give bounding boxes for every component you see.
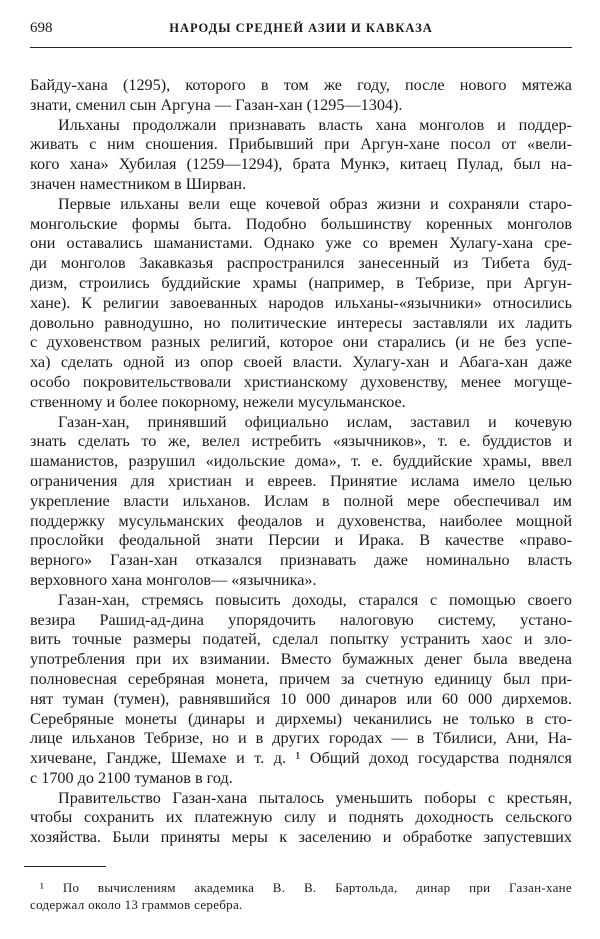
text-line: с 1700 до 2100 туманов в год.: [30, 768, 233, 787]
text-line: поддержку мусульманских феодалов и духовенства, наиболее мощной: [30, 511, 572, 530]
footnote-line: ¹ По вычислениям академика В. В. Бартольда, динар при Газан-хане: [40, 880, 572, 895]
text-line: дизм, строились буддийские храмы (например, в Тебризе, при Аргун-: [30, 273, 572, 292]
text-line: монгольские формы быта. Подобно большинству коренных монголов: [30, 214, 572, 233]
text-line: укрепление власти ильханов. Ислам в полной мере обеспечивал им: [30, 491, 572, 510]
paragraph: [30, 789, 572, 848]
text-line: верного» Газан-хан отказался признавать даже номинально власть: [30, 551, 572, 570]
text-line: Правительство Газан-хана пыталось уменьшить поборы с крестьян,: [58, 788, 572, 807]
text-line: кого хана» Хубилая (1259—1294), брата Мункэ, китаец Пулад, был на-: [30, 155, 572, 174]
text-line: везира Рашид-ад-дина упорядочить налоговую систему, устано-: [30, 610, 572, 629]
text-line: верховного хана монголов— «язычника».: [30, 570, 317, 589]
text-line: чтобы сохранить их платежную силу и поднять доходность сельского: [30, 808, 572, 827]
text-line: они оставались шаманистами. Однако уже со времен Хулагу-хана сре-: [30, 234, 572, 253]
paragraph: [30, 591, 572, 789]
text-line: прослойки феодальной знати Персии и Ирака. В качестве «право-: [30, 531, 572, 550]
text-line: ди монголов Закавказья распространился занесенный из Тибета буд-: [30, 254, 572, 273]
paragraph: [30, 195, 572, 413]
text-line: хозяйства. Были приняты меры к заселению и обработке запустевших: [30, 828, 572, 847]
text-line: ограничения для христиан и евреев. Принятие ислама имело целью: [30, 471, 572, 490]
text-line: нят туман (тумен), равнявшийся 10 000 динаров или 60 000 дирхемов.: [30, 689, 572, 708]
page-number: 698: [30, 20, 53, 36]
running-title: НАРОДЫ СРЕДНЕЙ АЗИИ И КАВКАЗА: [169, 21, 433, 35]
text-line: Газан-хан, принявший официально ислам, заставил и кочевую: [58, 412, 572, 431]
text-line: Ильханы продолжали признавать власть хана монголов и поддер-: [58, 115, 572, 134]
text-line: Байду-хана (1295), которого в том же году, после нового мятежа: [30, 76, 572, 94]
text-line: полновесная серебряная монета, причем за счетную единицу был при-: [30, 669, 572, 688]
text-line: особо покровительствовали христианскому духовенству, менее могуще-: [30, 372, 572, 391]
footnote-rule: [24, 866, 106, 867]
text-line: значен наместником в Ширван.: [30, 174, 247, 193]
footnote-line: содержал около 13 граммов серебра.: [30, 897, 243, 912]
paragraph: [30, 116, 572, 195]
text-line: хане). К религии завоеванных народов ильханы-«язычники» относились: [30, 293, 572, 312]
text-line: ха) сделать одной из опор своей власти. Хулагу-хан и Абага-хан даже: [30, 353, 572, 372]
text-line: хичеване, Гандже, Шемахе и т. д. ¹ Общий доход государства поднялся: [30, 749, 572, 768]
body-text: [30, 76, 572, 848]
header-rule: [30, 47, 572, 48]
text-line: с духовенством разных религий, которое они старались (и не без успе-: [30, 333, 572, 352]
text-line: знать сделать то же, велел истребить «язычников», т. е. буддистов и: [30, 432, 572, 451]
text-line: живать с ним сношения. Прибывший при Аргун-хане посол от «вели-: [30, 135, 572, 154]
text-line: лице ильханов Тебризе, но и в других городах — в Тбилиси, Ани, На-: [30, 729, 572, 748]
text-line: довольно равнодушно, но политические интересы заставляли их ладить: [30, 313, 572, 332]
footnote: [30, 879, 572, 913]
paragraph: [30, 413, 572, 591]
text-line: Первые ильханы вели еще кочевой образ жизни и сохраняли старо-: [58, 194, 572, 213]
text-line: шаманистов, разрушил «идольские дома», т. е. буддийские храмы, ввел: [30, 452, 572, 471]
text-line: Газан-хан, стремясь повысить доходы, старался с помощью своего: [58, 590, 572, 609]
text-line: Серебряные монеты (динары и дирхемы) чеканились не только в сто-: [30, 709, 572, 728]
text-line: вить точные размеры податей, сделал попытку устранить хаос и зло-: [30, 630, 572, 649]
text-line: употребления при их взимании. Вместо бумажных денег была введена: [30, 650, 572, 669]
text-line: знати, сменил сын Аргуна — Газан-хан (1295—1304).: [30, 95, 403, 114]
text-line: ственному и более покорному, нежели мусульманское.: [30, 392, 406, 411]
page-header: [30, 20, 572, 42]
paragraph: [30, 76, 572, 116]
